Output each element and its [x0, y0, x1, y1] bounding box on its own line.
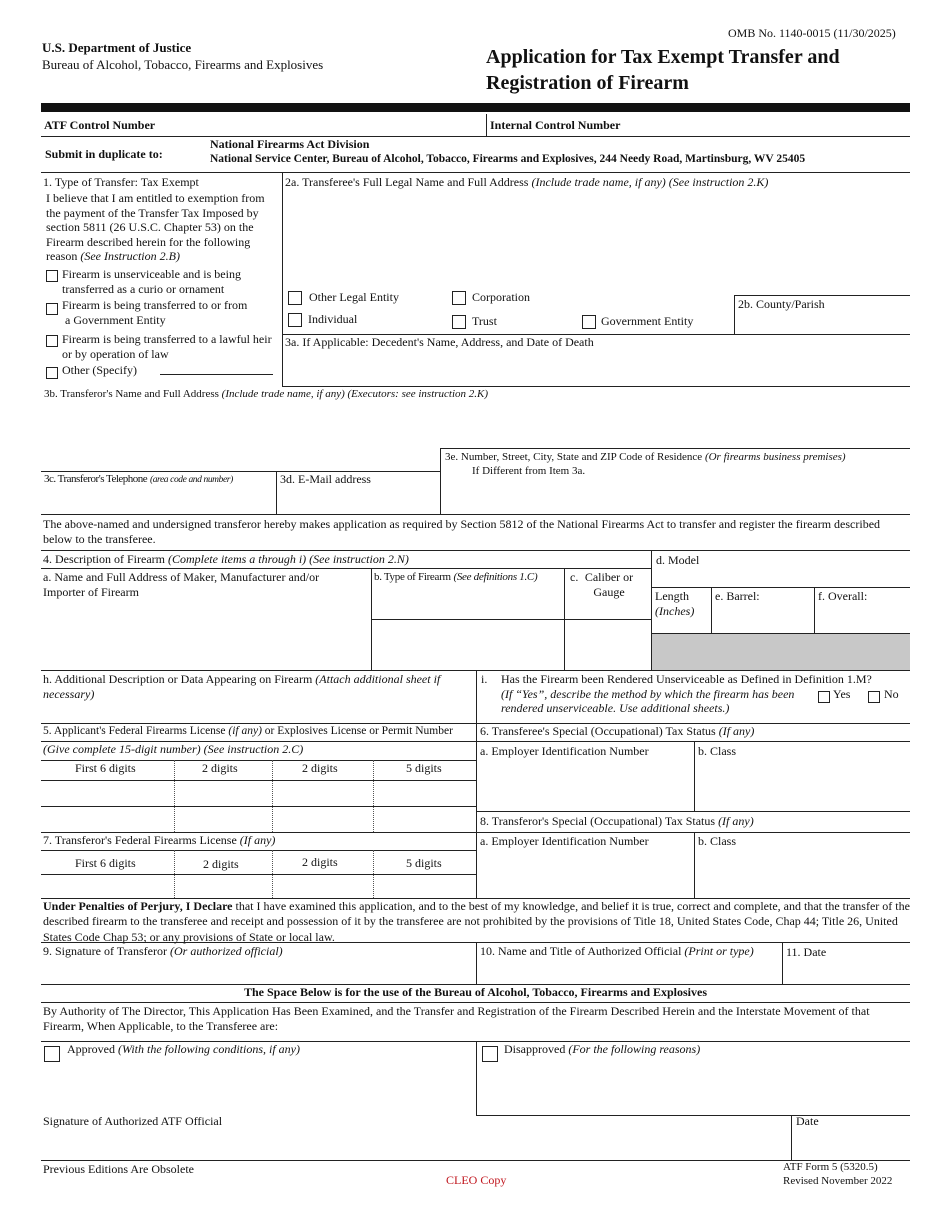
item7-col-5: 5 digits — [406, 856, 442, 870]
transferor-license-5-field[interactable] — [376, 876, 474, 896]
lawful-heir-checkbox[interactable] — [46, 335, 58, 347]
item4d-label: d. Model — [656, 553, 700, 567]
item8b-label: b. Class — [698, 834, 737, 848]
rule — [791, 1115, 792, 1160]
item6-label — [480, 724, 754, 739]
divider — [272, 760, 273, 832]
revised-date: Revised November 2022 — [783, 1175, 893, 1187]
disapproved-checkbox[interactable] — [482, 1046, 498, 1062]
disapproved-text: Disapproved — [504, 1042, 566, 1056]
item1-body-ref: (See Instruction 2.B) — [80, 249, 180, 264]
item4i-num: i. — [481, 672, 488, 686]
caliber-field[interactable] — [567, 621, 649, 667]
omb-number: OMB No. 1140-0015 (11/30/2025) — [728, 26, 896, 40]
item3b-label — [44, 388, 488, 402]
item8a-label: a. Employer Identification Number — [480, 834, 649, 848]
item3c-label-text: 3c. Transferor's Telephone — [44, 473, 148, 485]
divider — [373, 760, 374, 832]
unserviceable-curio-checkbox[interactable] — [46, 270, 58, 282]
rule — [476, 832, 910, 833]
no-label: No — [884, 687, 899, 701]
transferor-license-first6-field[interactable] — [44, 876, 172, 896]
bureau-name: Bureau of Alcohol, Tobacco, Firearms and Explosives — [42, 57, 324, 72]
form-title-line1: Application for Tax Exempt Transfer and — [486, 46, 840, 68]
other-specify-line[interactable] — [160, 374, 273, 375]
perjury-statement — [43, 899, 911, 945]
approved-text: Approved — [67, 1042, 115, 1056]
item6-note: (If any) — [718, 724, 755, 738]
corporation-label: Corporation — [472, 290, 530, 304]
item10-note: (Print or type) — [684, 944, 754, 958]
trust-checkbox[interactable] — [452, 315, 466, 329]
submit-label: Submit in duplicate to: — [45, 147, 163, 161]
item4-note: (Complete items a through i) (See instruction 2.N) — [167, 552, 409, 566]
item7-col-2a: 2 digits — [203, 857, 239, 871]
approved-checkbox[interactable] — [44, 1046, 60, 1062]
rule — [41, 172, 910, 173]
rule — [651, 587, 910, 588]
item7-col-2b: 2 digits — [302, 855, 338, 869]
item5-note: (Give complete 15-digit number) (See instruction 2.C) — [43, 742, 304, 756]
item10-label-text: 10. Name and Title of Authorized Official — [480, 944, 682, 958]
email-field[interactable] — [280, 488, 436, 512]
government-entity-checkbox[interactable] — [582, 315, 596, 329]
item9-label — [43, 944, 283, 959]
authority-text: By Authority of The Director, This Application Has Been Examined, and the Transfer and Registration of the Firearm Described Herein and the Interstate Movement of that Firearm, When Applicable, to the Transferee are: — [43, 1004, 870, 1033]
rule — [476, 942, 477, 984]
other-legal-entity-label: Other Legal Entity — [309, 290, 399, 304]
item5-if-any: (if any) — [228, 725, 262, 737]
government-entity-label: Government Entity — [601, 314, 694, 328]
rule — [41, 1002, 910, 1003]
trust-label: Trust — [472, 314, 497, 328]
government-entity-transfer-checkbox[interactable] — [46, 303, 58, 315]
decedent-field[interactable] — [286, 350, 906, 384]
transferor-date-field[interactable] — [786, 960, 906, 982]
item3e-note: (Or firearms business premises) — [704, 451, 846, 463]
item1-body — [46, 191, 280, 264]
overall-label: f. Overall: — [818, 589, 868, 603]
individual-checkbox[interactable] — [288, 313, 302, 327]
unserviceable-yes-checkbox[interactable] — [818, 691, 830, 703]
item5-col-2a: 2 digits — [202, 761, 238, 775]
item2a-label-text: 2a. Transferee's Full Legal Name and Full Address — [285, 175, 529, 189]
transferor-signature-field[interactable] — [44, 960, 472, 982]
approved-label — [67, 1042, 300, 1057]
rule — [41, 514, 910, 515]
maker-field[interactable] — [44, 602, 368, 666]
transferor-class-field[interactable] — [698, 850, 906, 896]
item7-label — [43, 833, 275, 848]
department-name: U.S. Department of Justice — [42, 40, 192, 55]
atf-signature-field[interactable] — [44, 1130, 786, 1158]
other-specify-checkbox[interactable] — [46, 367, 58, 379]
internal-control-field[interactable] — [630, 114, 905, 136]
item4-label — [43, 552, 409, 567]
rule — [41, 806, 476, 807]
item5-col-5: 5 digits — [406, 761, 442, 775]
rule — [782, 942, 783, 984]
atf-date-field[interactable] — [796, 1130, 906, 1158]
item2a-note: (Include trade name, if any) (See instruction 2.K) — [531, 175, 769, 189]
divider — [272, 850, 273, 898]
item9-note: (Or authorized official) — [169, 944, 283, 958]
rule — [440, 448, 910, 449]
atf-control-label: ATF Control Number — [44, 118, 156, 132]
disapproved-label — [504, 1042, 700, 1057]
disapproved-note: (For the following reasons) — [568, 1042, 701, 1056]
item4b-label — [374, 571, 537, 585]
item4-label-text: 4. Description of Firearm — [43, 552, 165, 566]
item10-label — [480, 944, 754, 959]
residence-address-field[interactable] — [444, 480, 906, 512]
rule — [734, 295, 910, 296]
item4b-note: (See definitions 1.C) — [453, 571, 538, 583]
atf-control-field[interactable] — [160, 114, 480, 136]
rule — [476, 811, 910, 812]
item8-label — [480, 814, 754, 829]
rule — [276, 471, 277, 514]
rule — [711, 587, 712, 633]
yes-label: Yes — [833, 687, 851, 701]
item3c-label — [44, 473, 233, 487]
item3e-label-text: 3e. Number, Street, City, State and ZIP Code of Residence — [445, 451, 703, 463]
item6-label-text: 6. Transferee's Special (Occupational) Tax Status — [480, 724, 716, 738]
rule — [814, 587, 815, 633]
rule — [476, 741, 910, 742]
item4h-note: (Attach additional sheet if necessary) — [43, 672, 441, 701]
rule — [41, 471, 440, 472]
rule — [440, 448, 441, 514]
submit-address-line1: National Firearms Act Division — [210, 137, 370, 151]
rule — [371, 619, 651, 620]
atf-date-label: Date — [796, 1114, 819, 1128]
authorized-official-field[interactable] — [480, 960, 778, 982]
barrel-length-field[interactable] — [715, 605, 811, 631]
rule — [694, 741, 695, 811]
additional-description-field[interactable] — [44, 704, 472, 722]
item8-label-text: 8. Transferor's Special (Occupational) Tax Status — [480, 814, 716, 828]
approved-note: (With the following conditions, if any) — [118, 1042, 300, 1056]
rule — [41, 780, 476, 781]
transferor-license-2a-field[interactable] — [177, 876, 270, 896]
opt-government-label-2: a Government Entity — [65, 313, 166, 327]
item1-title: 1. Type of Transfer: Tax Exempt — [43, 175, 199, 189]
submit-address-line2: National Service Center, Bureau of Alcohol, Tobacco, Firearms and Explosives, 244 Needy Road, Martinsburg, WV 25405 — [210, 153, 806, 165]
divider — [373, 850, 374, 898]
item7-note: (If any) — [239, 833, 276, 847]
item2a-label — [285, 175, 768, 190]
opt-heir-label: Firearm is being transferred to a lawful heir or by operation of law — [62, 332, 272, 361]
item11-label: 11. Date — [786, 945, 827, 959]
perjury-bold: Under Penalties of Perjury, I Declare — [43, 899, 233, 913]
item1-body-text: I believe that I am entitled to exemption from the payment of the Transfer Tax Imposed by section 5811 (26 U.S.C. Chapter 53) on the Firearm described herein for the following reason — [46, 191, 265, 264]
divider — [174, 850, 175, 898]
atf-use-banner: The Space Below is for the use of the Bureau of Alcohol, Tobacco, Firearms and Explosives — [243, 985, 708, 999]
opt-unserviceable-label: Firearm is unserviceable and is being transferred as a curio or ornament — [62, 267, 241, 296]
item4b-label-text: b. Type of Firearm — [374, 571, 451, 583]
rule — [41, 874, 476, 875]
rule — [41, 850, 476, 851]
item4h-label — [43, 672, 463, 702]
model-field[interactable] — [655, 568, 905, 586]
item3d-label: 3d. E-Mail address — [280, 472, 371, 486]
item4i-note-2: rendered unserviceable. Use additional sheets.) — [501, 701, 730, 715]
item3b-label-text: 3b. Transferor's Name and Full Address — [44, 388, 219, 400]
transferor-ein-field[interactable] — [480, 850, 690, 896]
item5-col-first6: First 6 digits — [75, 761, 136, 775]
item5-label-tail: or Explosives License or Permit Number — [264, 725, 453, 737]
divider — [174, 760, 175, 832]
transferor-name-field[interactable] — [44, 404, 434, 468]
item4c-label: Caliber or Gauge — [584, 570, 634, 599]
transferor-license-2b-field[interactable] — [275, 876, 371, 896]
rule — [41, 1160, 910, 1161]
form-number: ATF Form 5 (5320.5) — [783, 1161, 878, 1173]
transferee-class-field[interactable] — [698, 760, 906, 808]
unserviceable-no-checkbox[interactable] — [868, 691, 880, 703]
item3e-line2: If Different from Item 3a. — [472, 465, 586, 477]
item5-label-text: 5. Applicant's Federal Firearms License — [43, 725, 226, 737]
opt-other-label: Other (Specify) — [62, 363, 137, 377]
shaded-cell — [652, 634, 910, 670]
declaration-text: The above-named and undersigned transferor hereby makes application as required by Section 5812 of the National Firearms Act to transfer and register the firearm described below to the transferee. — [43, 517, 881, 546]
item8-note: (If any) — [718, 814, 754, 828]
item3e-label — [445, 451, 846, 465]
item4i-note-1: (If “Yes”, describe the method by which the firearm has been — [501, 687, 795, 701]
length-label: Length — [655, 589, 689, 603]
rule — [694, 832, 695, 898]
item3a-label: 3a. If Applicable: Decedent's Name, Address, and Date of Death — [285, 335, 594, 349]
atf-signature-label: Signature of Authorized ATF Official — [43, 1114, 223, 1128]
previous-editions: Previous Editions Are Obsolete — [43, 1162, 194, 1176]
perjury-text: that I have examined this application, and to the best of my knowledge, and belief it is true, correct and complete, and that the transfer of the described firearm to the transferee and receipt and possession of it by the transferee are not prohibited by the provisions of Title 18, United States Code, Chap 44; Title 26, United States Code Chap 53; or any provisions of State or local law. — [43, 899, 910, 944]
corporation-checkbox[interactable] — [452, 291, 466, 305]
rule — [486, 114, 487, 136]
item6b-label: b. Class — [698, 744, 737, 758]
rule — [282, 172, 283, 386]
internal-control-label: Internal Control Number — [490, 118, 621, 132]
rule — [734, 295, 735, 334]
overall-length-field[interactable] — [818, 605, 906, 631]
item9-label-text: 9. Signature of Transferor — [43, 944, 167, 958]
copy-designation: CLEO Copy — [446, 1173, 507, 1187]
transferee-name-field[interactable] — [286, 192, 906, 284]
other-legal-entity-checkbox[interactable] — [288, 291, 302, 305]
item4i-label: Has the Firearm been Rendered Unserviceable as Defined in Definition 1.M? — [501, 672, 872, 686]
barrel-label: e. Barrel: — [715, 589, 760, 603]
transferee-ein-field[interactable] — [480, 760, 690, 808]
rule — [476, 1041, 477, 1115]
transferor-telephone-field[interactable] — [44, 488, 272, 512]
rule — [41, 550, 910, 551]
item4c-num: c. — [570, 570, 579, 584]
item7-label-text: 7. Transferor's Federal Firearms License — [43, 833, 237, 847]
item3b-note: (Include trade name, if any) (Executors: see instruction 2.K) — [221, 388, 489, 400]
firearm-type-field[interactable] — [374, 621, 562, 667]
opt-government-label-1: Firearm is being transferred to or from — [62, 298, 248, 312]
item5-label — [43, 724, 453, 738]
item4h-label-text: h. Additional Description or Data Appearing on Firearm — [43, 672, 313, 686]
county-parish-field[interactable] — [738, 312, 906, 332]
item4a-label: a. Name and Full Address of Maker, Manufacturer and/or Importer of Firearm — [43, 570, 320, 599]
individual-label: Individual — [308, 312, 358, 326]
item3c-note: (area code and number) — [149, 475, 233, 485]
title-rule — [41, 103, 910, 112]
item6a-label: a. Employer Identification Number — [480, 744, 649, 758]
length-unit: (Inches) — [655, 604, 695, 618]
form-title-line2: Registration of Firearm — [486, 72, 689, 94]
rule — [476, 1115, 910, 1116]
item5-col-2b: 2 digits — [302, 761, 338, 775]
item2b-label: 2b. County/Parish — [738, 297, 825, 311]
rule — [41, 136, 910, 137]
rule — [476, 670, 477, 898]
item7-col-first6: First 6 digits — [75, 856, 136, 870]
rule — [41, 568, 651, 569]
rule — [282, 386, 910, 387]
